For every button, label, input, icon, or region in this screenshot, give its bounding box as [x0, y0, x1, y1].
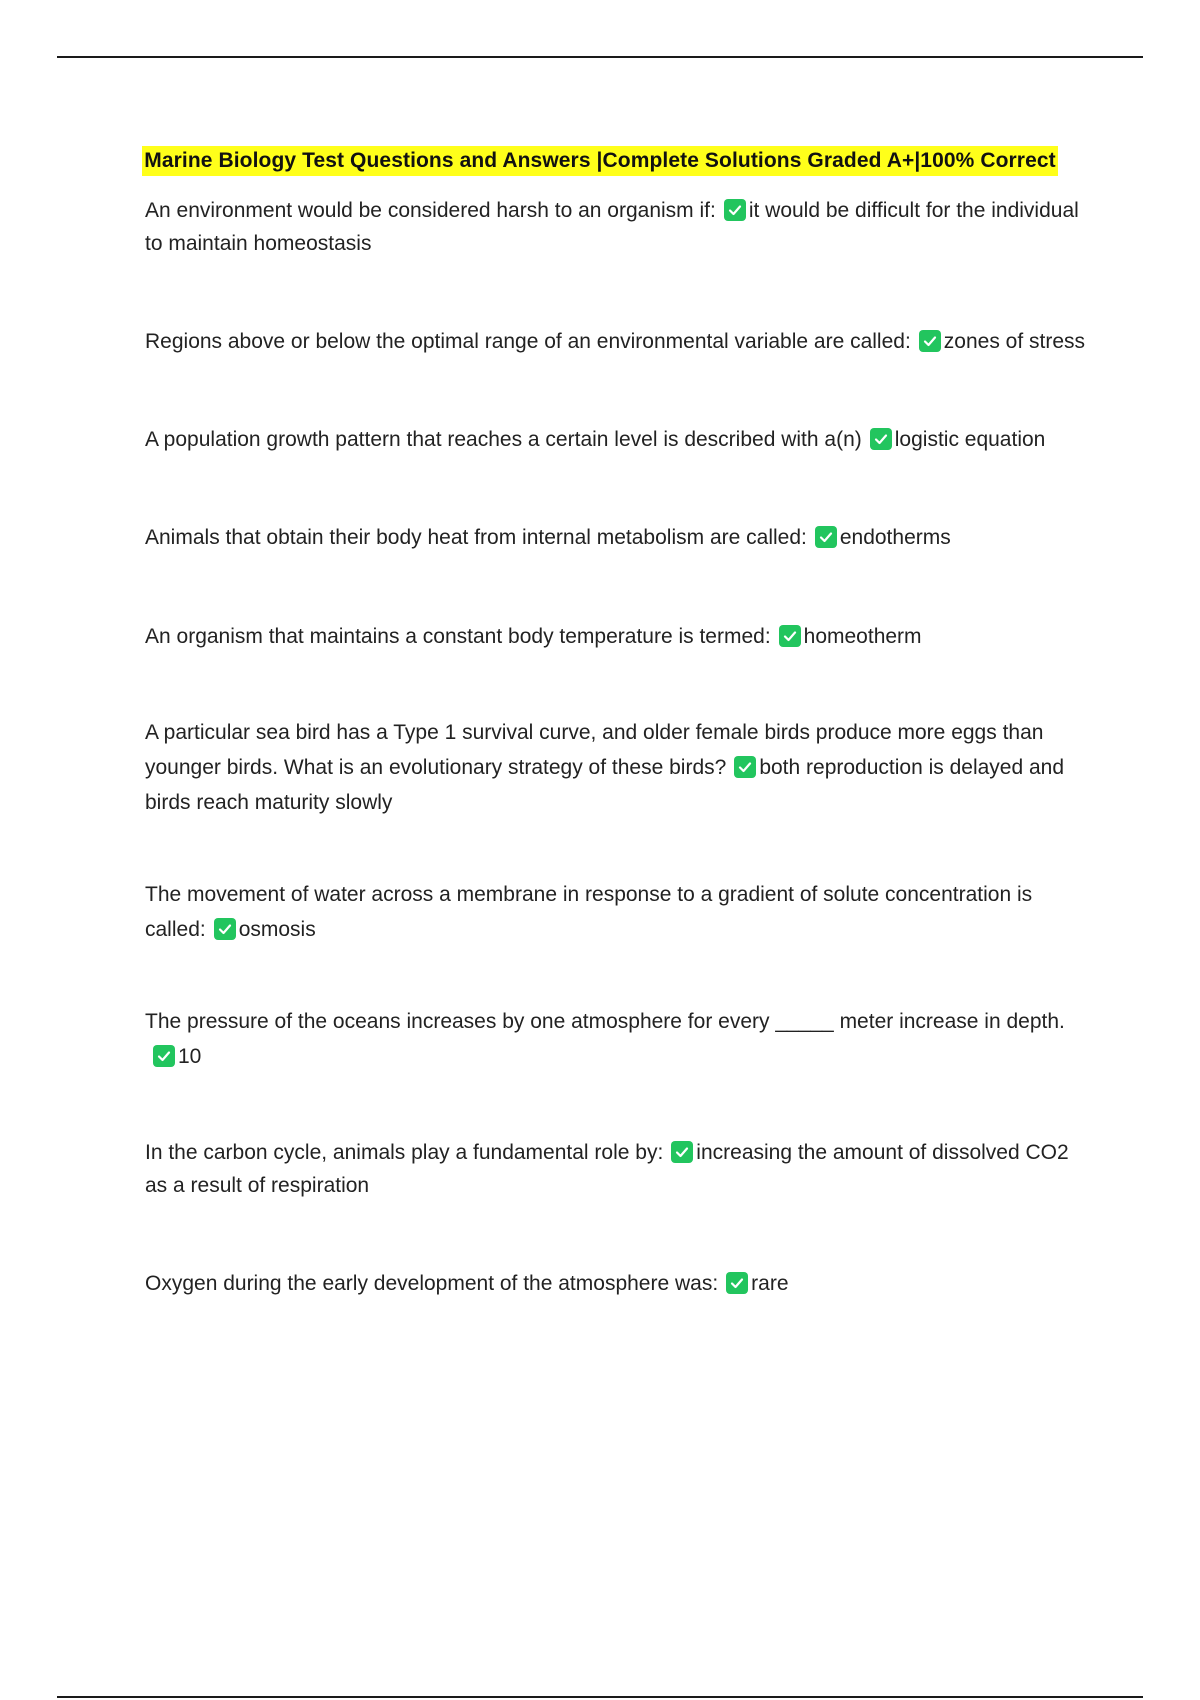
question-text: Oxygen during the early development of the atmosphere was: [145, 1272, 719, 1295]
question-text: A population growth pattern that reaches a certain level is described with a(n) [145, 428, 862, 451]
answer-text: both reproduction is delayed and birds reach maturity slowly [145, 756, 1065, 814]
answer-text: zones of stress [943, 330, 1086, 353]
qa-item [145, 521, 1091, 554]
qa-list [145, 194, 1091, 1300]
checkmark-icon [919, 330, 941, 352]
document-title: Marine Biology Test Questions and Answers |Complete Solutions Graded A+|100% Correct [142, 146, 1057, 176]
checkmark-icon [726, 1272, 748, 1294]
question-text: An organism that maintains a constant body temperature is termed: [145, 625, 771, 648]
checkmark-icon [870, 428, 892, 450]
qa-item [145, 620, 1091, 653]
qa-item [145, 877, 1091, 947]
question-text: Animals that obtain their body heat from internal metabolism are called: [145, 526, 807, 549]
answer-text: increasing the amount of dissolved CO2 as a result of respiration [145, 1141, 1069, 1197]
question-text: The pressure of the oceans increases by one atmosphere for every _____ meter increase in depth. [145, 1010, 1065, 1033]
answer-text: homeotherm [803, 625, 922, 648]
question-text: Regions above or below the optimal range of an environmental variable are called: [145, 330, 911, 353]
qa-item [145, 715, 1091, 820]
header-rule [57, 56, 1143, 58]
question-text: A particular sea bird has a Type 1 survival curve, and older female birds produce more eggs than younger birds. What is an evolutionary strategy of these birds? [145, 721, 1044, 779]
answer-text: 10 [178, 1045, 202, 1068]
checkmark-icon [734, 756, 756, 778]
checkmark-icon [779, 625, 801, 647]
checkmark-icon [724, 199, 746, 221]
answer-text: rare [751, 1272, 789, 1295]
answer-text: logistic equation [894, 428, 1046, 451]
question-text: An environment would be considered harsh to an organism if: [145, 199, 716, 222]
qa-item [145, 423, 1091, 456]
question-text: The movement of water across a membrane in response to a gradient of solute concentration is called: [145, 883, 1033, 941]
title-container [0, 146, 1200, 176]
checkmark-icon [153, 1045, 175, 1067]
answer-text: osmosis [238, 918, 316, 941]
qa-item [145, 325, 1091, 358]
qa-item [145, 194, 1091, 260]
checkmark-icon [671, 1141, 693, 1163]
question-text: In the carbon cycle, animals play a fundamental role by: [145, 1141, 664, 1164]
answer-text: endotherms [839, 526, 951, 549]
qa-item [145, 1004, 1091, 1074]
answer-text: it would be difficult for the individual to maintain homeostasis [145, 199, 1079, 255]
qa-item [145, 1136, 1091, 1202]
checkmark-icon [214, 918, 236, 940]
checkmark-icon [815, 526, 837, 548]
qa-item [145, 1267, 1091, 1300]
footer-rule [57, 1696, 1143, 1698]
